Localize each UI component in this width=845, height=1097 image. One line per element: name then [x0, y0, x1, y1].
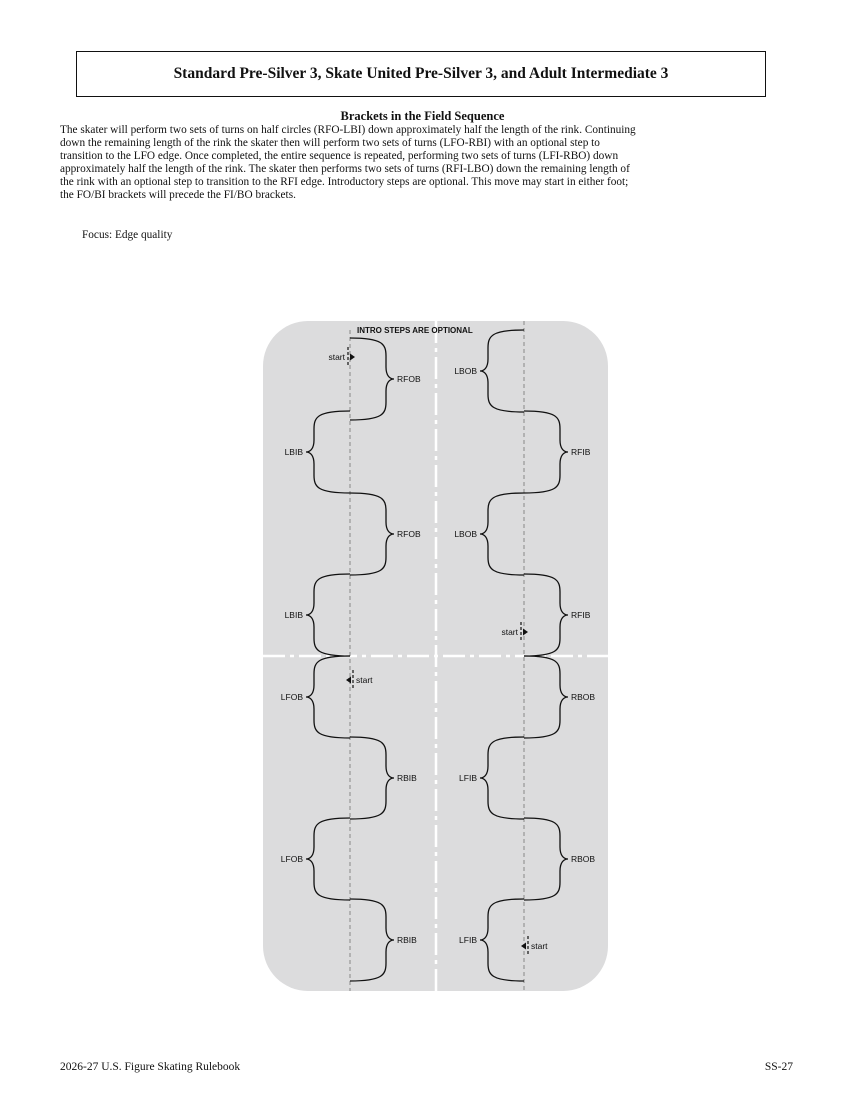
description-line: The skater will perform two sets of turns on half circles (RFO-LBI) down approximately half the length of the rink. Continuing [60, 124, 636, 136]
start-label: start [531, 941, 548, 951]
left-bracket-label-5: LFOB [280, 692, 303, 702]
right-bracket-label-6: LFIB [459, 773, 477, 783]
diagram-caption: INTRO STEPS ARE OPTIONAL [357, 326, 473, 335]
footer-page-number: SS-27 [764, 1061, 793, 1073]
left-bracket-label-4: LBIB [284, 610, 303, 620]
description-line: the rink with an optional step to transition to the RFI edge. Introductory steps are optional. This move may start in either foot; [60, 176, 629, 189]
right-bracket-label-5: RBOB [571, 692, 596, 702]
left-bracket-label-8: RBIB [397, 935, 417, 945]
focus-note: Focus: Edge quality [82, 229, 173, 241]
description-line: down the remaining length of the rink the skater then will perform two sets of turns (LFO-RBI) with an optional step to [60, 137, 600, 150]
left-bracket-label-7: LFOB [280, 854, 303, 864]
left-bracket-label-2: LBIB [284, 447, 303, 457]
footer-book-title: 2026-27 U.S. Figure Skating Rulebook [60, 1061, 241, 1073]
description-line: transition to the LFO edge. Once completed, the entire sequence is repeated, performing two sets of turns (LFI-RBO) down [60, 150, 619, 163]
description-line: approximately half the length of the rink. The skater then performs two sets of turns (RFI-LBO) down the remaining length of [60, 163, 630, 176]
right-bracket-label-4: RFIB [571, 610, 591, 620]
right-bracket-label-1: LBOB [454, 366, 477, 376]
description-line: the FO/BI brackets will precede the FI/BO brackets. [60, 189, 296, 202]
section-heading: Brackets in the Field Sequence [340, 109, 505, 123]
start-label: start [501, 627, 518, 637]
left-bracket-label-3: RFOB [397, 529, 421, 539]
left-bracket-label-1: RFOB [397, 374, 421, 384]
right-bracket-label-8: LFIB [459, 935, 477, 945]
start-label: start [356, 675, 373, 685]
right-bracket-label-7: RBOB [571, 854, 596, 864]
right-bracket-label-2: RFIB [571, 447, 591, 457]
left-bracket-label-6: RBIB [397, 773, 417, 783]
page-title: Standard Pre-Silver 3, Skate United Pre-Silver 3, and Adult Intermediate 3 [173, 65, 669, 82]
start-label: start [328, 352, 345, 362]
right-bracket-label-3: LBOB [454, 529, 477, 539]
